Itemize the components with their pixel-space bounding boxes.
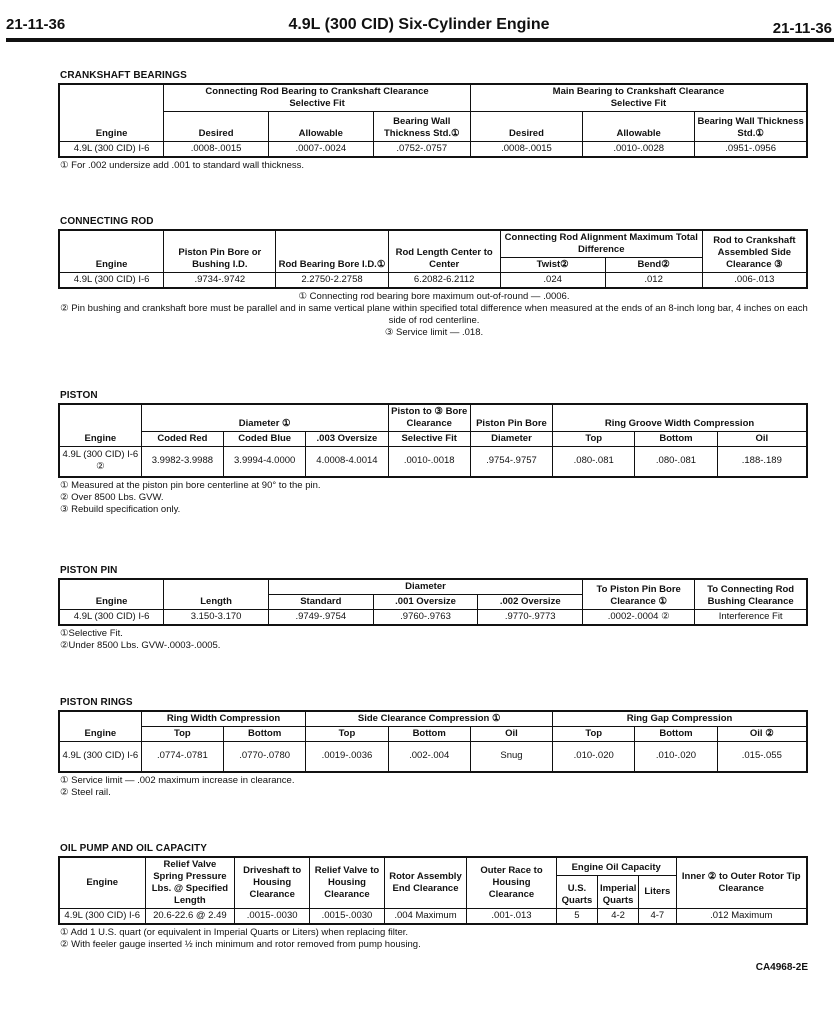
header-bottom: Bottom xyxy=(388,727,470,742)
header-relief-housing: Relief Valve to Housing Clearance xyxy=(310,857,385,909)
cell: .0752-.0757 xyxy=(373,142,470,158)
table-row xyxy=(59,909,807,925)
cell: .010-.020 xyxy=(553,742,635,772)
header-main-allowable: Allowable xyxy=(583,112,695,142)
crankshaft-bearings-table xyxy=(58,83,808,158)
cell: 20.6-22.6 @ 2.49 xyxy=(145,909,235,925)
cell: 5 xyxy=(556,909,597,925)
header-selective-fit: Selective Fit xyxy=(388,432,470,447)
header-pin-bore: Piston Pin Bore xyxy=(470,404,552,432)
table-row xyxy=(59,742,807,772)
header-main-wall: Bearing Wall Thickness Std.① xyxy=(695,112,807,142)
footnote: ① Add 1 U.S. quart (or equivalent in Imperial Quarts or Liters) when replacing filter. xyxy=(60,927,409,938)
cell: 3.9982-3.9988 xyxy=(141,447,223,477)
cell: .9754-.9757 xyxy=(470,447,552,477)
page-number-right: 21-11-36 xyxy=(772,20,832,37)
cell: .0007-.0024 xyxy=(268,142,373,158)
footnote: ②Under 8500 Lbs. GVW-.0003-.0005. xyxy=(60,640,221,651)
oil-pump-section xyxy=(58,843,808,951)
header-bend: Bend② xyxy=(605,258,702,273)
section-title: PISTON RINGS xyxy=(60,697,133,708)
footnote: ② Steel rail. xyxy=(60,786,111,798)
footnote: ①Selective Fit. xyxy=(60,628,123,639)
piston-section xyxy=(58,390,808,516)
section-title: OIL PUMP AND OIL CAPACITY xyxy=(60,843,207,854)
connecting-rod-section xyxy=(58,216,808,339)
header-coded-red: Coded Red xyxy=(141,432,223,447)
cell: .0010-.0018 xyxy=(388,447,470,477)
cell: .0019-.0036 xyxy=(306,742,388,772)
cell-engine: 4.9L (300 CID) I-6 xyxy=(59,610,164,626)
cell-engine: 4.9L (300 CID) I-6 xyxy=(59,909,145,925)
cell: .010-.020 xyxy=(635,742,717,772)
header-bore-clearance: Piston to ③ Bore Clearance xyxy=(388,404,470,432)
header-bottom: Bottom xyxy=(635,727,717,742)
header-bearing-bore: Rod Bearing Bore I.D.① xyxy=(276,230,388,273)
cell: .002-.004 xyxy=(388,742,470,772)
footnote: ② With feeler gauge inserted ½ inch minimum and rotor removed from pump housing. xyxy=(60,939,421,950)
cell: 4-2 xyxy=(598,909,639,925)
header-oversize: .003 Oversize xyxy=(306,432,388,447)
cell: .001-.013 xyxy=(467,909,557,925)
table-row xyxy=(59,142,807,158)
cell: .0774-.0781 xyxy=(141,742,223,772)
cell: .024 xyxy=(500,273,605,289)
header-relief-valve: Relief Valve Spring Pressure Lbs. @ Specified Length xyxy=(145,857,235,909)
header-rod-group: Connecting Rod Bearing to Crankshaft Clearance Selective Fit xyxy=(164,84,471,112)
cell: .0002-.0004 ② xyxy=(583,610,695,626)
header-top: Top xyxy=(553,727,635,742)
document-code: CA4968-2E xyxy=(755,962,808,973)
cell: .0008-.0015 xyxy=(164,142,269,158)
page-number-left: 21-11-36 xyxy=(6,16,66,33)
cell: 4.0008-4.0014 xyxy=(306,447,388,477)
header-rod-allowable: Allowable xyxy=(268,112,373,142)
header-rod-desired: Desired xyxy=(164,112,269,142)
footnote: ① For .002 undersize add .001 to standard wall thickness. xyxy=(60,160,305,171)
header-ring-groove: Ring Groove Width Compression xyxy=(553,404,807,432)
section-title: PISTON xyxy=(60,390,98,401)
cell: .0010-.0028 xyxy=(583,142,695,158)
cell: .0770-.0780 xyxy=(224,742,306,772)
header-outer-race: Outer Race to Housing Clearance xyxy=(467,857,557,909)
header-engine: Engine xyxy=(59,711,141,742)
footnotes xyxy=(60,628,808,652)
header-oil: Oil ② xyxy=(717,727,807,742)
header-pin-bore: Piston Pin Bore or Bushing I.D. xyxy=(164,230,276,273)
cell: 3.150-3.170 xyxy=(164,610,269,626)
cell: 2.2750-2.2758 xyxy=(276,273,388,289)
oil-pump-table xyxy=(58,856,808,925)
header-rule xyxy=(6,38,834,42)
header-standard: Standard xyxy=(268,595,373,610)
header-engine: Engine xyxy=(59,404,141,447)
crankshaft-bearings-section xyxy=(58,70,808,172)
cell: .015-.055 xyxy=(717,742,807,772)
cell-engine: 4.9L (300 CID) I-6 xyxy=(59,273,164,289)
piston-pin-table xyxy=(58,578,808,626)
header-bottom: Bottom xyxy=(635,432,717,447)
header-diameter: Diameter ① xyxy=(141,404,388,432)
header-engine: Engine xyxy=(59,230,164,273)
cell: .0951-.0956 xyxy=(695,142,807,158)
table-row xyxy=(59,610,807,626)
table-row xyxy=(59,273,807,289)
table-row xyxy=(59,447,807,477)
header-top: Top xyxy=(141,727,223,742)
header-alignment: Connecting Rod Alignment Maximum Total Difference xyxy=(500,230,702,258)
cell: 3.9994-4.0000 xyxy=(224,447,306,477)
header-us-quarts: U.S. Quarts xyxy=(556,876,597,909)
header-oversize-002: .002 Oversize xyxy=(478,595,583,610)
cell: .188-.189 xyxy=(717,447,807,477)
cell: .0015-.0030 xyxy=(310,909,385,925)
header-driveshaft: Driveshaft to Housing Clearance xyxy=(235,857,310,909)
cell: .012 xyxy=(605,273,702,289)
cell: .004 Maximum xyxy=(384,909,466,925)
header-bushing-clearance: To Connecting Rod Bushing Clearance xyxy=(695,579,807,610)
header-engine: Engine xyxy=(59,857,145,909)
cell: .9749-.9754 xyxy=(268,610,373,626)
page-header xyxy=(6,10,832,40)
cell-engine: 4.9L (300 CID) I-6 xyxy=(59,742,141,772)
footnotes xyxy=(60,480,808,516)
header-bottom: Bottom xyxy=(224,727,306,742)
footnotes xyxy=(60,927,808,951)
cell: .0015-.0030 xyxy=(235,909,310,925)
header-inner-rotor: Inner ② to Outer Rotor Tip Clearance xyxy=(676,857,807,909)
header-rod-length: Rod Length Center to Center xyxy=(388,230,500,273)
footnote: ① Service limit — .002 maximum increase in clearance. xyxy=(60,774,295,786)
cell: .080-.081 xyxy=(635,447,717,477)
footnote: ② Pin bushing and crankshaft bore must be parallel and in same vertical plane within specified total difference when measured at the ends of an 8-inch long bar, 4 inches on each side of rod centerline. xyxy=(60,303,808,326)
piston-rings-section xyxy=(58,697,808,799)
header-ring-width: Ring Width Compression xyxy=(141,711,306,727)
header-oil: Oil xyxy=(717,432,807,447)
header-diameter: Diameter xyxy=(268,579,582,595)
cell: Snug xyxy=(470,742,552,772)
cell: .012 Maximum xyxy=(676,909,807,925)
section-title: CONNECTING ROD xyxy=(60,216,154,227)
header-imperial-quarts: Imperial Quarts xyxy=(598,876,639,909)
header-length: Length xyxy=(164,579,269,610)
header-engine: Engine xyxy=(59,84,164,142)
cell: .080-.081 xyxy=(553,447,635,477)
cell: .9770-.9773 xyxy=(478,610,583,626)
cell-engine: 4.9L (300 CID) I-6 xyxy=(59,142,164,158)
header-top: Top xyxy=(553,432,635,447)
header-rotor-end: Rotor Assembly End Clearance xyxy=(384,857,466,909)
section-title: CRANKSHAFT BEARINGS xyxy=(60,70,187,81)
header-top: Top xyxy=(306,727,388,742)
footnote: ② Over 8500 Lbs. GVW. xyxy=(60,491,164,503)
cell: Interference Fit xyxy=(695,610,807,626)
cell-engine: 4.9L (300 CID) I-6 ② xyxy=(59,447,141,477)
footnotes xyxy=(60,291,808,339)
footnote: ③ Rebuild specification only. xyxy=(60,503,181,515)
cell: 4-7 xyxy=(639,909,676,925)
page-title: 4.9L (300 CID) Six-Cylinder Engine xyxy=(288,16,550,33)
footnote: ① Measured at the piston pin bore centerline at 90° to the pin. xyxy=(60,479,321,491)
section-title: PISTON PIN xyxy=(60,565,118,576)
header-oil: Oil xyxy=(470,727,552,742)
footnotes xyxy=(60,160,808,172)
header-pin-bore-clearance: To Piston Pin Bore Clearance ① xyxy=(583,579,695,610)
header-side-clearance: Side Clearance Compression ① xyxy=(306,711,553,727)
cell: .0008-.0015 xyxy=(470,142,582,158)
header-oil-capacity: Engine Oil Capacity xyxy=(556,857,676,876)
header-twist: Twist② xyxy=(500,258,605,273)
footnote: ③ Service limit — .018. xyxy=(384,327,484,338)
header-main-desired: Desired xyxy=(470,112,582,142)
header-main-group: Main Bearing to Crankshaft Clearance Selective Fit xyxy=(470,84,807,112)
header-side-clearance: Rod to Crankshaft Assembled Side Clearance ③ xyxy=(702,230,807,273)
header-coded-blue: Coded Blue xyxy=(224,432,306,447)
piston-table xyxy=(58,403,808,478)
cell: .9734-.9742 xyxy=(164,273,276,289)
header-ring-gap: Ring Gap Compression xyxy=(553,711,807,727)
footnotes xyxy=(60,775,808,799)
piston-rings-table xyxy=(58,710,808,773)
header-oversize-001: .001 Oversize xyxy=(373,595,478,610)
header-pin-diameter: Diameter xyxy=(470,432,552,447)
footnote: ① Connecting rod bearing bore maximum out-of-round — .0006. xyxy=(298,291,570,302)
cell: 6.2082-6.2112 xyxy=(388,273,500,289)
header-rod-wall: Bearing Wall Thickness Std.① xyxy=(373,112,470,142)
cell: .006-.013 xyxy=(702,273,807,289)
header-engine: Engine xyxy=(59,579,164,610)
header-liters: Liters xyxy=(639,876,676,909)
piston-pin-section xyxy=(58,565,808,652)
cell: .9760-.9763 xyxy=(373,610,478,626)
connecting-rod-table xyxy=(58,229,808,289)
